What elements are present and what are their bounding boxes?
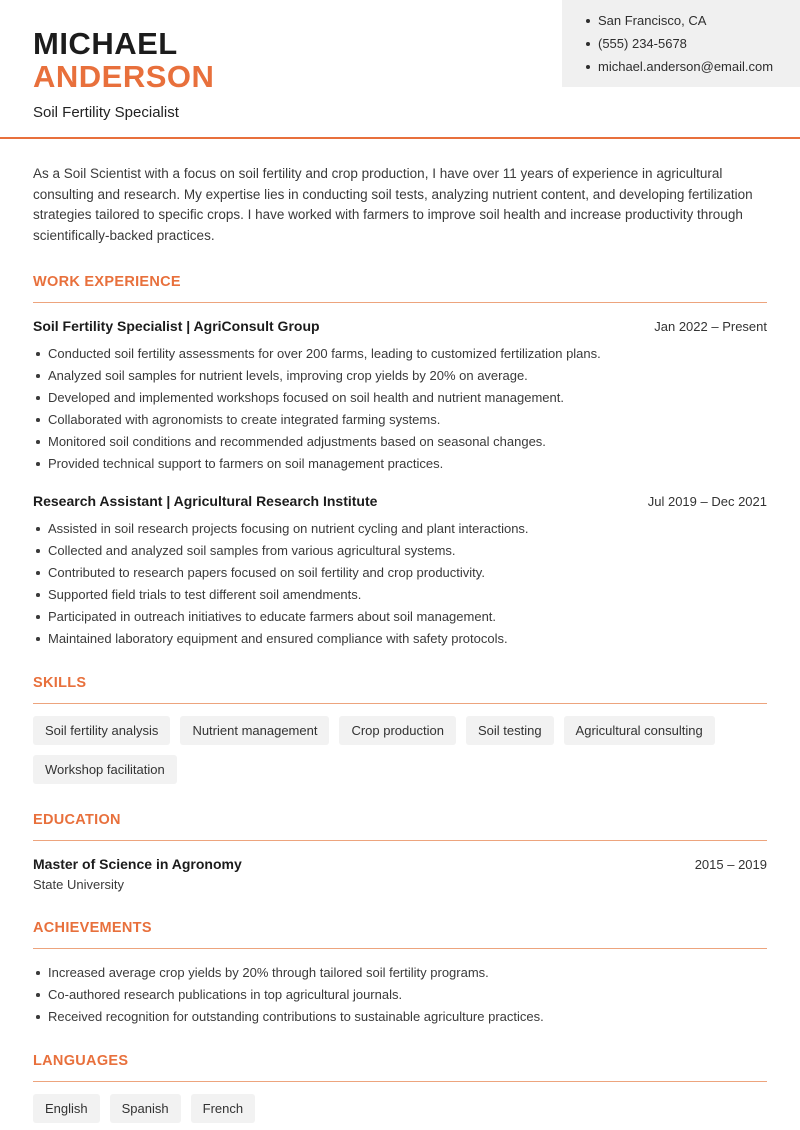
job-bullet-list	[33, 520, 767, 647]
contact-box	[562, 0, 800, 87]
education-header	[33, 856, 767, 872]
contact-location: San Francisco, CA	[562, 12, 790, 29]
job-role: Research Assistant | Agricultural Research Institute	[33, 493, 378, 509]
achievement-bullet: Co-authored research publications in top agricultural journals.	[33, 986, 767, 1003]
skill-tag: Soil testing	[466, 716, 554, 745]
section-title-skills: SKILLS	[33, 675, 767, 704]
section-education	[33, 812, 767, 892]
contact-list	[562, 12, 790, 75]
job-header	[33, 493, 767, 509]
contact-phone: (555) 234-5678	[562, 35, 790, 52]
job-dates: Jul 2019 – Dec 2021	[647, 494, 767, 509]
contact-email: michael.anderson@email.com	[562, 58, 790, 75]
last-name: ANDERSON	[33, 59, 215, 94]
header-divider	[0, 137, 800, 139]
skill-tag: Nutrient management	[180, 716, 329, 745]
skill-tag: Agricultural consulting	[564, 716, 715, 745]
job-bullet: Conducted soil fertility assessments for over 200 farms, leading to customized fertilization plans.	[33, 345, 767, 362]
section-title-achievements: ACHIEVEMENTS	[33, 920, 767, 949]
job-bullet: Assisted in soil research projects focusing on nutrient cycling and plant interactions.	[33, 520, 767, 537]
job-bullet-list	[33, 345, 767, 472]
section-skills	[33, 675, 767, 784]
resume-body	[0, 164, 800, 1123]
summary-paragraph: As a Soil Scientist with a focus on soil fertility and crop production, I have over 11 years of experience in agricultural consulting and research. My expertise lies in conducting soil tests, analyzing nutrient content, and developing fertilization strategies tailored to specific crops. I have worked with farmers to improve soil health and increase productivity through scientifically-backed practices.	[33, 166, 753, 243]
first-name: MICHAEL	[33, 26, 178, 61]
header	[0, 0, 800, 121]
job-dates: Jan 2022 – Present	[654, 319, 767, 334]
achievement-bullet: Increased average crop yields by 20% through tailored soil fertility programs.	[33, 964, 767, 981]
job-bullet: Provided technical support to farmers on soil management practices.	[33, 455, 767, 472]
job-role: Soil Fertility Specialist | AgriConsult Group	[33, 318, 320, 334]
job-bullet: Maintained laboratory equipment and ensured compliance with safety protocols.	[33, 630, 767, 647]
language-tag: French	[191, 1094, 255, 1123]
header-job-title: Soil Fertility Specialist	[33, 104, 179, 121]
section-title-languages: LANGUAGES	[33, 1053, 767, 1082]
skill-tag-list	[33, 716, 767, 784]
job-bullet: Participated in outreach initiatives to educate farmers about soil management.	[33, 608, 767, 625]
job-entry	[33, 493, 767, 647]
skill-tag: Soil fertility analysis	[33, 716, 170, 745]
section-title-work-experience: WORK EXPERIENCE	[33, 274, 767, 303]
education-school: State University	[33, 877, 125, 892]
job-entry	[33, 318, 767, 472]
skill-tag: Crop production	[339, 716, 456, 745]
language-tag: Spanish	[110, 1094, 181, 1123]
section-languages	[33, 1053, 767, 1123]
education-degree: Master of Science in Agronomy	[33, 856, 242, 872]
job-bullet: Collaborated with agronomists to create integrated farming systems.	[33, 411, 767, 428]
language-tag-list	[33, 1094, 767, 1123]
job-bullet: Monitored soil conditions and recommended adjustments based on seasonal changes.	[33, 433, 767, 450]
job-bullet: Supported field trials to test different soil amendments.	[33, 586, 767, 603]
language-tag: English	[33, 1094, 100, 1123]
job-bullet: Collected and analyzed soil samples from various agricultural systems.	[33, 542, 767, 559]
job-header	[33, 318, 767, 334]
skill-tag: Workshop facilitation	[33, 755, 177, 784]
section-title-education: EDUCATION	[33, 812, 767, 841]
job-bullet: Developed and implemented workshops focused on soil health and nutrient management.	[33, 389, 767, 406]
job-bullet: Contributed to research papers focused on soil fertility and crop productivity.	[33, 564, 767, 581]
section-achievements	[33, 920, 767, 1025]
education-dates: 2015 – 2019	[694, 857, 767, 872]
job-bullet: Analyzed soil samples for nutrient levels, improving crop yields by 20% on average.	[33, 367, 767, 384]
achievement-bullet: Received recognition for outstanding contributions to sustainable agriculture practices.	[33, 1008, 767, 1025]
achievement-list	[33, 964, 767, 1025]
section-work-experience	[33, 274, 767, 647]
